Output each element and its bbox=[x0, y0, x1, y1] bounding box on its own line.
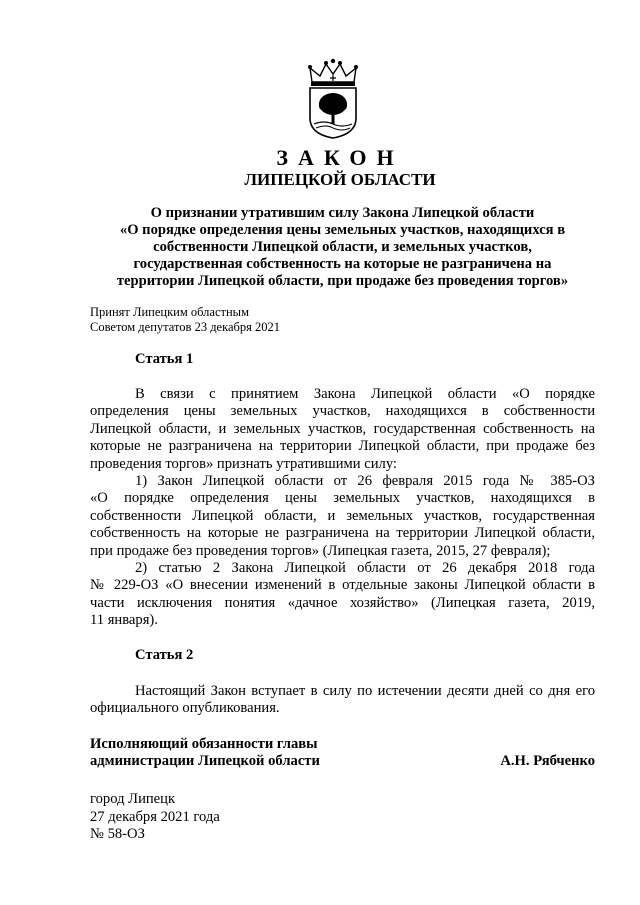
signer-position bbox=[90, 736, 390, 770]
signer-name: А.Н. Рябченко bbox=[500, 753, 595, 769]
article-1-intro bbox=[90, 386, 595, 473]
text-line: 1) Закон Липецкой области от 26 февраля 2015 года № 385-ОЗ bbox=[135, 473, 595, 489]
text-line: № 229-ОЗ «О внесении изменений в отдельные законы Липецкой области в bbox=[90, 577, 595, 594]
article-1-heading: Статья 1 bbox=[135, 351, 194, 367]
text-line: собственности Липецкой области, и земельных участков, государственная bbox=[90, 507, 595, 524]
text-line: определения цены земельных участков, находящихся в собственности bbox=[90, 403, 595, 420]
article-2-text bbox=[90, 683, 595, 718]
law-number: № 58-ОЗ bbox=[90, 826, 145, 842]
law-subject bbox=[90, 205, 595, 290]
subject-line: государственная собственность на которые не разграничена на bbox=[133, 256, 552, 272]
text-line: официального опубликования. bbox=[90, 700, 280, 717]
subject-line: О признании утратившим силу Закона Липецкой области bbox=[150, 205, 535, 221]
text-line: «О порядке определения цены земельных участков, находящихся в bbox=[90, 490, 595, 507]
law-title: ЗАКОН bbox=[276, 145, 404, 170]
signer-line: администрации Липецкой области bbox=[90, 753, 320, 769]
article-1-item-1 bbox=[90, 473, 595, 560]
adoption-line: Принят Липецким областным bbox=[90, 305, 249, 319]
document-footer bbox=[90, 791, 390, 844]
adoption-line: Советом депутатов 23 декабря 2021 bbox=[90, 320, 281, 334]
text-line: 2) статью 2 Закона Липецкой области от 26 декабря 2018 года bbox=[135, 560, 595, 576]
subject-line: территории Липецкой области, при продаже без проведения торгов» bbox=[116, 273, 569, 289]
text-line: Настоящий Закон вступает в силу по истечении десяти дней со дня его bbox=[135, 683, 595, 699]
adoption-note bbox=[90, 305, 390, 335]
date: 27 декабря 2021 года bbox=[90, 808, 220, 825]
text-line: которые не разграничена на территории Липецкой области, при продаже без bbox=[90, 438, 595, 455]
subject-line: собственности Липецкой области, и земельных участков, bbox=[153, 239, 532, 255]
text-line: Липецкой области, и земельных участков, государственная собственность на bbox=[90, 420, 595, 437]
city: город Липецк bbox=[90, 791, 176, 807]
text-line: собственность на которые не разграничена на территории Липецкой области, bbox=[90, 525, 595, 542]
signer-line: Исполняющий обязанности главы bbox=[90, 736, 318, 752]
coat-of-arms-icon bbox=[300, 58, 366, 140]
text-line: части исключения понятия «дачное хозяйство» (Липецкая газета, 2019, bbox=[90, 594, 595, 611]
region-title: ЛИПЕЦКОЙ ОБЛАСТИ bbox=[244, 170, 436, 189]
text-line: проведения торгов» признать утратившими силу: bbox=[90, 455, 397, 472]
text-line: при продаже без проведения торгов» (Липецкая газета, 2015, 27 февраля); bbox=[90, 542, 551, 559]
article-1-item-2 bbox=[90, 560, 595, 630]
text-line: 11 января). bbox=[90, 612, 158, 629]
subject-line: «О порядке определения цены земельных участков, находящихся в bbox=[119, 222, 566, 238]
article-2-heading: Статья 2 bbox=[135, 647, 194, 663]
text-line: В связи с принятием Закона Липецкой области «О порядке bbox=[135, 386, 595, 402]
